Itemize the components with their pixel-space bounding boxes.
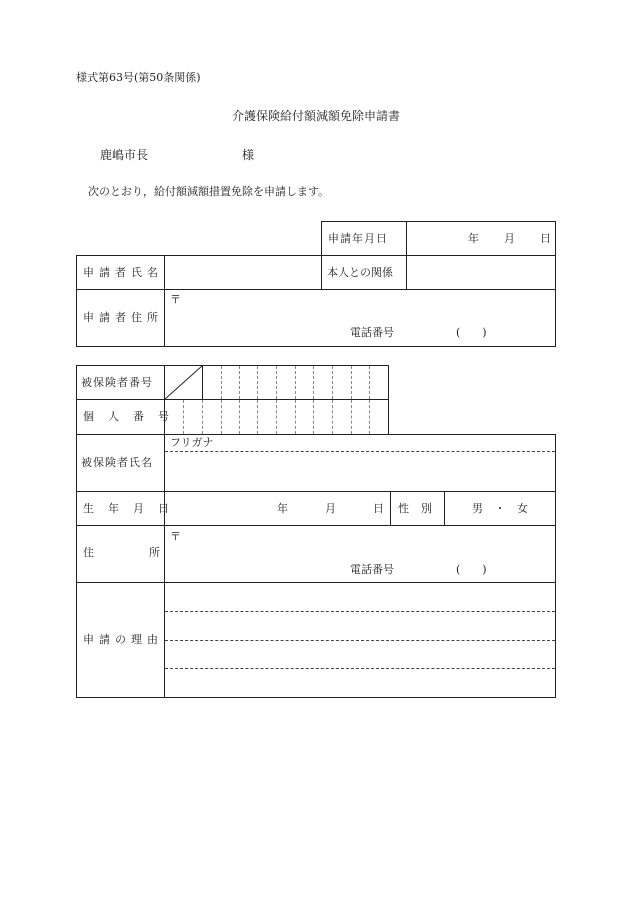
application-date-label: 申請年月日 xyxy=(328,232,388,245)
birth-year: 年 xyxy=(277,502,288,515)
gender-options: 男 ・ 女 xyxy=(472,502,532,515)
honorific: 様 xyxy=(242,148,255,162)
applicant-name-label: 申請者氏名 xyxy=(83,266,163,279)
diagonal-slash xyxy=(165,366,202,399)
phone-parentheses: ( ) xyxy=(456,326,487,339)
reason-label: 申請の理由 xyxy=(83,633,163,646)
insured-phone-label: 電話番号 xyxy=(350,563,394,576)
form-number: 様式第63号(第50条関係) xyxy=(76,71,201,84)
insured-number-label: 被保険者番号 xyxy=(81,376,153,389)
furigana-label: フリガナ xyxy=(170,436,214,449)
phone-label: 電話番号 xyxy=(350,326,394,339)
postal-mark: 〒 xyxy=(170,293,181,306)
gender-label: 性別 xyxy=(398,502,444,515)
birth-date-label: 生年月日 xyxy=(83,502,183,515)
insured-name-label: 被保険者氏名 xyxy=(81,456,153,469)
applicant-address-label: 申請者住所 xyxy=(83,311,163,324)
address-label-first: 住 xyxy=(83,546,94,559)
birth-month: 月 xyxy=(325,502,336,515)
personal-number-label: 個人番号 xyxy=(83,410,183,423)
application-date-year: 年 xyxy=(468,232,479,245)
birth-day: 日 xyxy=(373,502,384,515)
address-label-second: 所 xyxy=(149,546,160,559)
application-date-day: 日 xyxy=(540,232,551,245)
insured-postal-mark: 〒 xyxy=(170,530,181,543)
addressee: 鹿嶋市長 xyxy=(100,148,149,162)
intro-text: 次のとおり，給付額減額措置免除を申請します。 xyxy=(88,185,330,198)
relation-label: 本人との関係 xyxy=(327,266,393,279)
application-date-month: 月 xyxy=(504,232,515,245)
insured-phone-parentheses: ( ) xyxy=(456,563,487,576)
form-title: 介護保険給付額減額免除申請書 xyxy=(232,109,401,123)
